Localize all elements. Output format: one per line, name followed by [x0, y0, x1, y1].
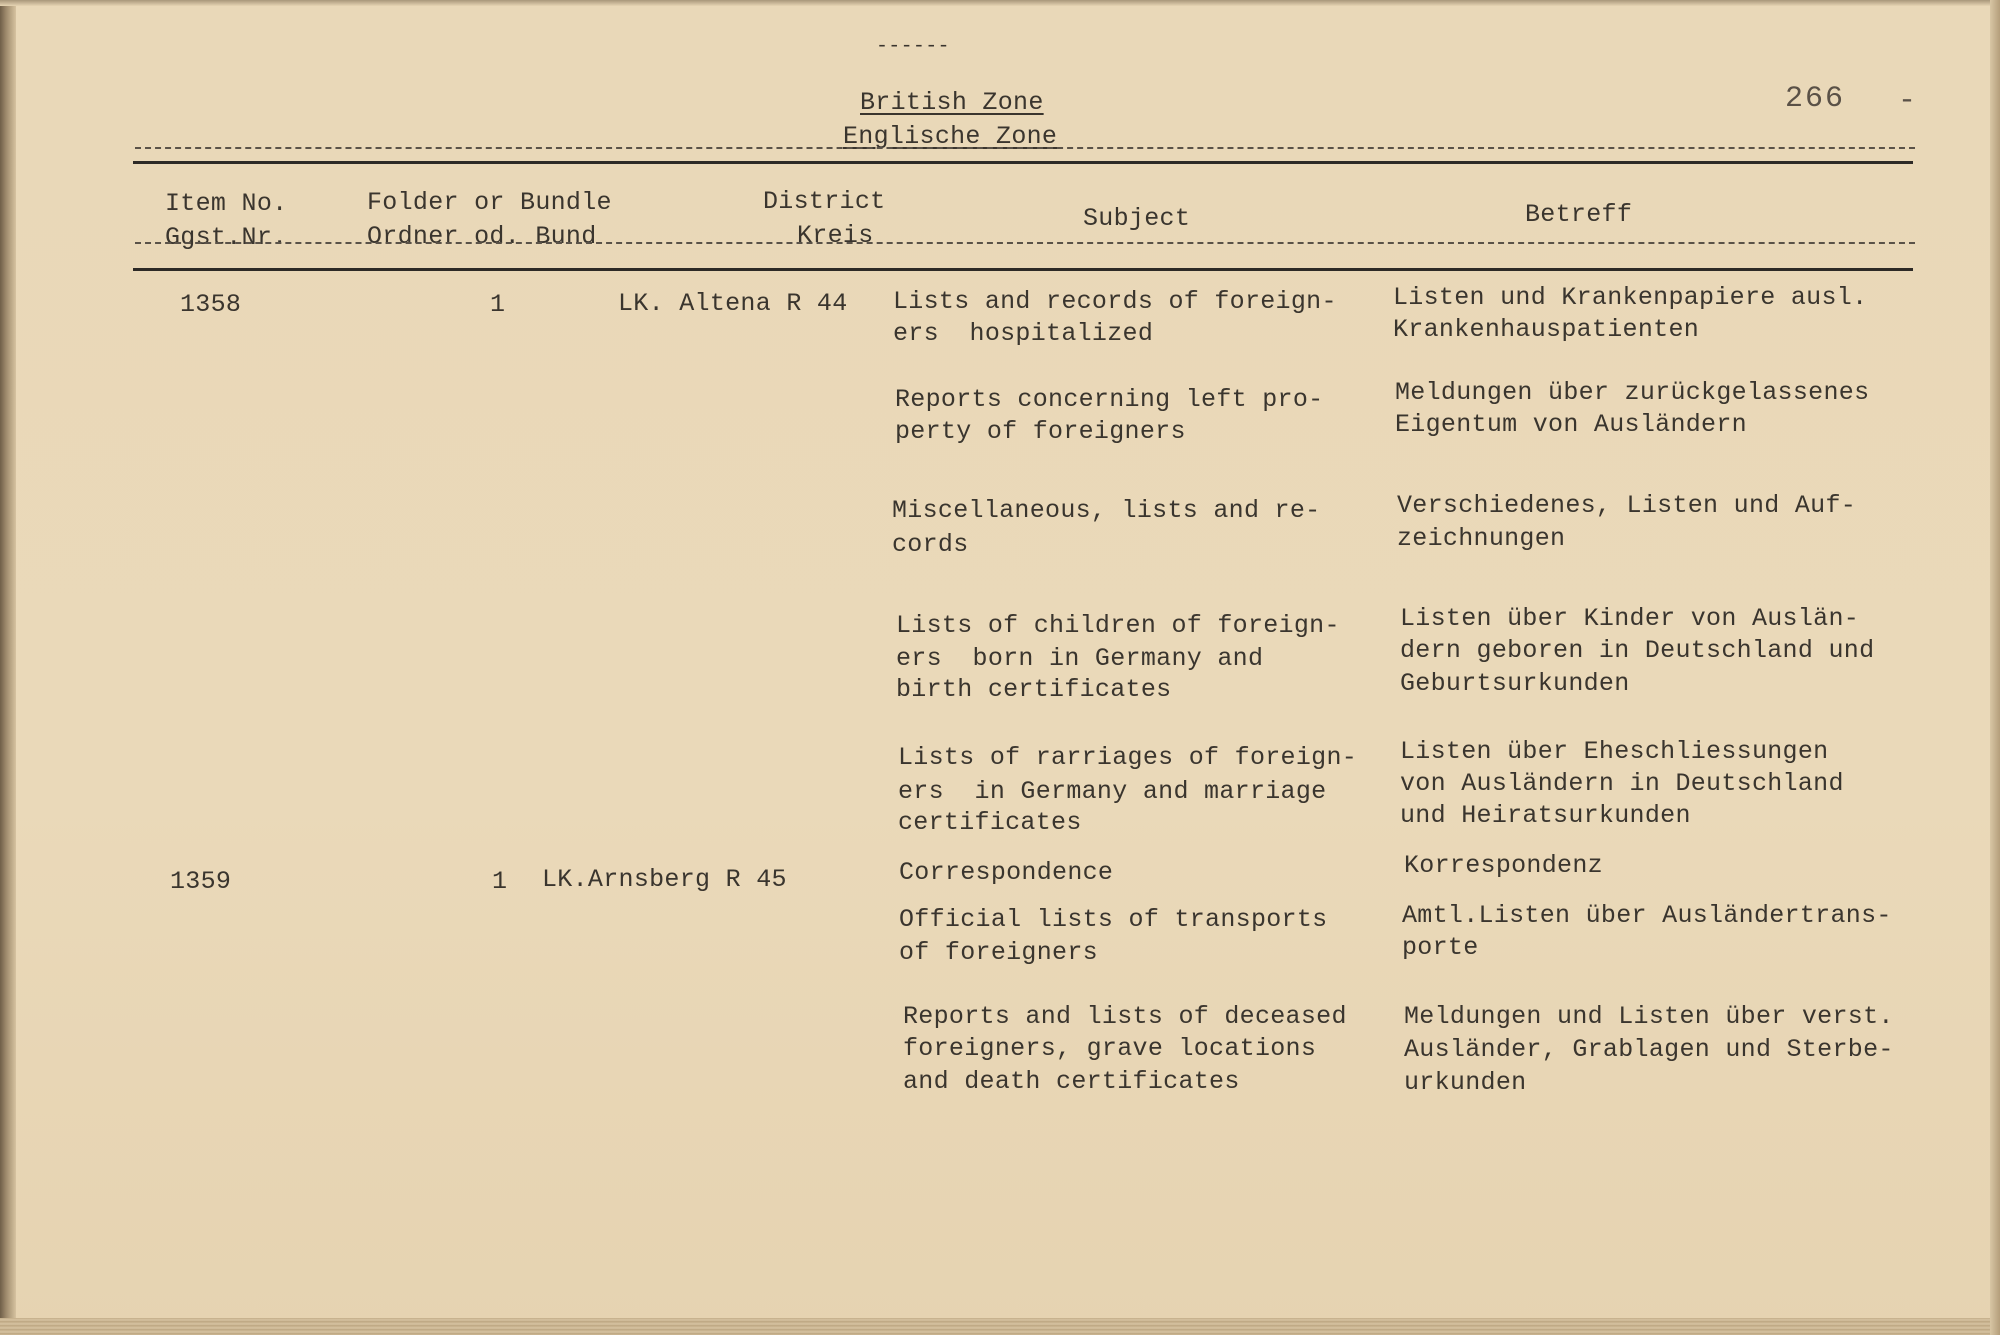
col-folder-en: Folder or Bundle: [367, 188, 612, 217]
header-dashed-rule: [135, 147, 1915, 149]
subject-en-line: Lists of rarriages of foreign-: [898, 743, 1358, 772]
betreff-de-line: porte: [1402, 933, 1479, 962]
top-mark: ------: [876, 35, 950, 58]
subject-en-line: Lists of children of foreign-: [896, 611, 1340, 640]
col-district-de: Kreis: [797, 221, 874, 250]
page-bottom-edge: [0, 1318, 2000, 1335]
subject-en-line: ers born in Germany and: [896, 644, 1264, 673]
subject-en-line: birth certificates: [896, 675, 1172, 704]
subject-en-line: certificates: [898, 808, 1082, 837]
district: LK.Arnsberg R 45: [542, 865, 787, 894]
subject-en-line: ers hospitalized: [893, 319, 1154, 348]
page-number: 266: [1785, 82, 1846, 116]
betreff-de-line: und Heiratsurkunden: [1400, 801, 1691, 830]
betreff-de-line: Meldungen und Listen über verst.: [1404, 1002, 1894, 1031]
zone-title-en: British Zone: [860, 88, 1044, 117]
betreff-de-line: Krankenhauspatienten: [1393, 315, 1700, 344]
subject-en-line: perty of foreigners: [895, 417, 1186, 446]
betreff-de-line: Listen über Eheschliessungen: [1400, 737, 1829, 766]
betreff-de-line: Listen über Kinder von Auslän-: [1400, 604, 1860, 633]
colheader-dashed-rule: [135, 242, 1915, 244]
subject-en-line: and death certificates: [903, 1067, 1240, 1096]
subject-en-line: Reports concerning left pro-: [895, 385, 1324, 414]
subject-en-line: Correspondence: [899, 858, 1114, 887]
subject-en-line: Lists and records of foreign-: [893, 287, 1337, 316]
page-right-edge: [1990, 0, 2000, 1335]
subject-en-line: Reports and lists of deceased: [903, 1002, 1347, 1031]
item-number: 1359: [170, 867, 232, 896]
col-item-de: Ggst.Nr.: [165, 223, 288, 252]
zone-title-de: Englische Zone: [843, 122, 1058, 151]
betreff-de-line: dern geboren in Deutschland und: [1400, 636, 1875, 665]
betreff-de-line: Ausländer, Grablagen und Sterbe-: [1404, 1035, 1894, 1064]
betreff-de-line: Verschiedenes, Listen und Auf-: [1397, 491, 1857, 520]
subject-en-line: cords: [892, 530, 969, 559]
col-folder-de: Ordner od. Bund: [367, 222, 597, 251]
subject-en-line: of foreigners: [899, 938, 1098, 967]
betreff-de-line: Eigentum von Ausländern: [1395, 410, 1747, 439]
subject-en-line: Official lists of transports: [899, 905, 1328, 934]
betreff-de-line: Listen und Krankenpapiere ausl.: [1393, 283, 1868, 312]
betreff-de-line: Korrespondenz: [1404, 851, 1603, 880]
betreff-de-line: von Ausländern in Deutschland: [1400, 769, 1844, 798]
betreff-de-line: Geburtsurkunden: [1400, 669, 1630, 698]
folder-number: 1: [492, 867, 508, 896]
header-rule-top: [133, 161, 1913, 164]
header-rule-bottom: [133, 268, 1913, 271]
subject-en-line: Miscellaneous, lists and re-: [892, 496, 1321, 525]
col-district-en: District: [763, 187, 886, 216]
betreff-de-line: urkunden: [1404, 1068, 1527, 1097]
col-item-en: Item No.: [165, 189, 288, 218]
page-number-dash: -: [1898, 84, 1919, 118]
item-number: 1358: [180, 290, 242, 319]
district: LK. Altena R 44: [618, 289, 848, 318]
subject-en-line: foreigners, grave locations: [903, 1034, 1317, 1063]
col-betreff: Betreff: [1525, 200, 1633, 229]
page-top-edge: [0, 0, 2000, 6]
betreff-de-line: Meldungen über zurückgelassenes: [1395, 378, 1870, 407]
subject-en-line: ers in Germany and marriage: [898, 777, 1327, 806]
betreff-de-line: Amtl.Listen über Ausländertrans-: [1402, 901, 1892, 930]
col-subject: Subject: [1083, 204, 1191, 233]
betreff-de-line: zeichnungen: [1397, 524, 1566, 553]
book-binding: [0, 0, 16, 1335]
folder-number: 1: [490, 290, 506, 319]
